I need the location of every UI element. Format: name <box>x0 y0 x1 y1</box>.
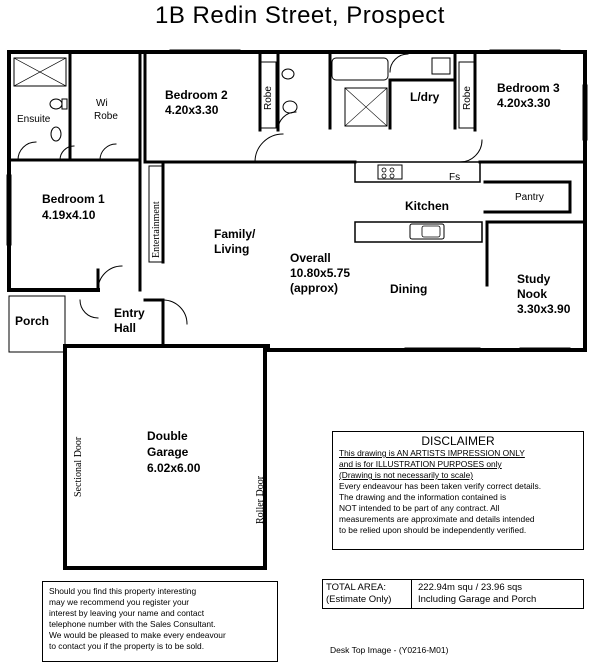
garage-label-line2: Garage <box>147 445 189 459</box>
total-area-box <box>322 579 584 609</box>
bedroom2-name: Bedroom 2 <box>165 88 228 102</box>
bedroom3-size: 4.20x3.30 <box>497 96 551 110</box>
basin-icon <box>51 127 61 141</box>
entry-label-line1: Entry <box>114 306 145 320</box>
porch-label: Porch <box>15 314 50 328</box>
robe-bedroom3-label: Robe <box>462 86 473 110</box>
kitchen-label: Kitchen <box>405 199 450 213</box>
disclaimer-box <box>332 431 584 550</box>
page-title: 1B Redin Street, Prospect <box>155 2 445 29</box>
total-area-label-line1: TOTAL AREA: <box>326 582 387 593</box>
kitchen-bench-top <box>355 162 480 182</box>
sectional-door-label: Sectional Door <box>73 436 84 497</box>
overall-size: 10.80x5.75 <box>290 266 351 280</box>
disclaimer-line: and is for ILLUSTRATION PURPOSES only <box>339 459 502 469</box>
bedroom1-name: Bedroom 1 <box>42 192 105 206</box>
bath-icon <box>332 58 388 80</box>
bedroom1-size: 4.19x4.10 <box>42 208 96 222</box>
family-label-line1: Family/ <box>214 227 256 241</box>
contact-line: to contact you if the property is to be sold. <box>49 641 205 652</box>
wi-robe-label-line1: Wi <box>96 98 108 109</box>
total-area-value-line1: 222.94m squ / 23.96 sqs <box>418 582 523 593</box>
entertainment-label: Entertainment <box>151 201 162 258</box>
contact-line: We would be pleased to make every endeavour <box>49 630 226 641</box>
dining-label: Dining <box>390 282 428 296</box>
bathroom-basin-icon <box>283 101 297 113</box>
study-label-line1: Study <box>517 272 551 286</box>
contact-line: interest by leaving your name and contact <box>49 608 205 619</box>
study-size: 3.30x3.90 <box>517 302 571 316</box>
toilet-icon <box>50 99 62 109</box>
disclaimer-line: NOT intended to be part of any contract. All <box>339 503 500 513</box>
overall-approx: (approx) <box>290 281 338 295</box>
laundry-trough-icon <box>432 58 450 74</box>
study-label-line2: Nook <box>517 287 547 301</box>
laundry-label: L/dry <box>410 90 440 104</box>
wc-toilet-icon <box>282 69 294 79</box>
bedroom3-name: Bedroom 3 <box>497 81 560 95</box>
overall-label: Overall <box>290 251 331 265</box>
roller-door-label: Roller Door <box>255 475 266 524</box>
ensuite-label: Ensuite <box>17 114 51 125</box>
family-label-line2: Living <box>214 242 250 256</box>
total-area-value-line2: Including Garage and Porch <box>418 594 537 605</box>
disclaimer-line: to be relied upon should be independently verified. <box>339 525 527 535</box>
image-code: Desk Top Image - (Y0216-M01) <box>330 645 449 655</box>
disclaimer-line: This drawing is AN ARTISTS IMPRESSION ONLY <box>339 448 525 458</box>
disclaimer-heading: DISCLAIMER <box>421 434 495 448</box>
wi-robe-label-line2: Robe <box>94 111 118 122</box>
disclaimer-line: The drawing and the information contained is <box>339 492 507 502</box>
disclaimer-line: Every endeavour has been taken verify correct details. <box>339 481 542 491</box>
entry-label-line2: Hall <box>114 321 137 335</box>
contact-line: telephone number with the Sales Consultant. <box>49 619 216 630</box>
disclaimer-line: (Drawing is not necessarily to scale) <box>339 470 474 480</box>
garage-size: 6.02x6.00 <box>147 461 201 475</box>
pantry-label: Pantry <box>515 192 544 203</box>
total-area-label <box>323 580 412 608</box>
contact-line: Should you find this property interesting <box>49 586 197 596</box>
disclaimer-line: measurements are approximate and details intended <box>339 514 535 524</box>
contact-line: may we recommend you register your <box>49 597 190 608</box>
fridge-space-label: Fs <box>449 172 461 183</box>
garage-label-line1: Double <box>147 429 188 443</box>
total-area-value <box>412 580 583 608</box>
contact-notice-box <box>42 581 278 662</box>
bedroom2-size: 4.20x3.30 <box>165 103 219 117</box>
robe-bedroom2-label: Robe <box>263 86 274 110</box>
total-area-label-line2: (Estimate Only) <box>326 594 392 605</box>
